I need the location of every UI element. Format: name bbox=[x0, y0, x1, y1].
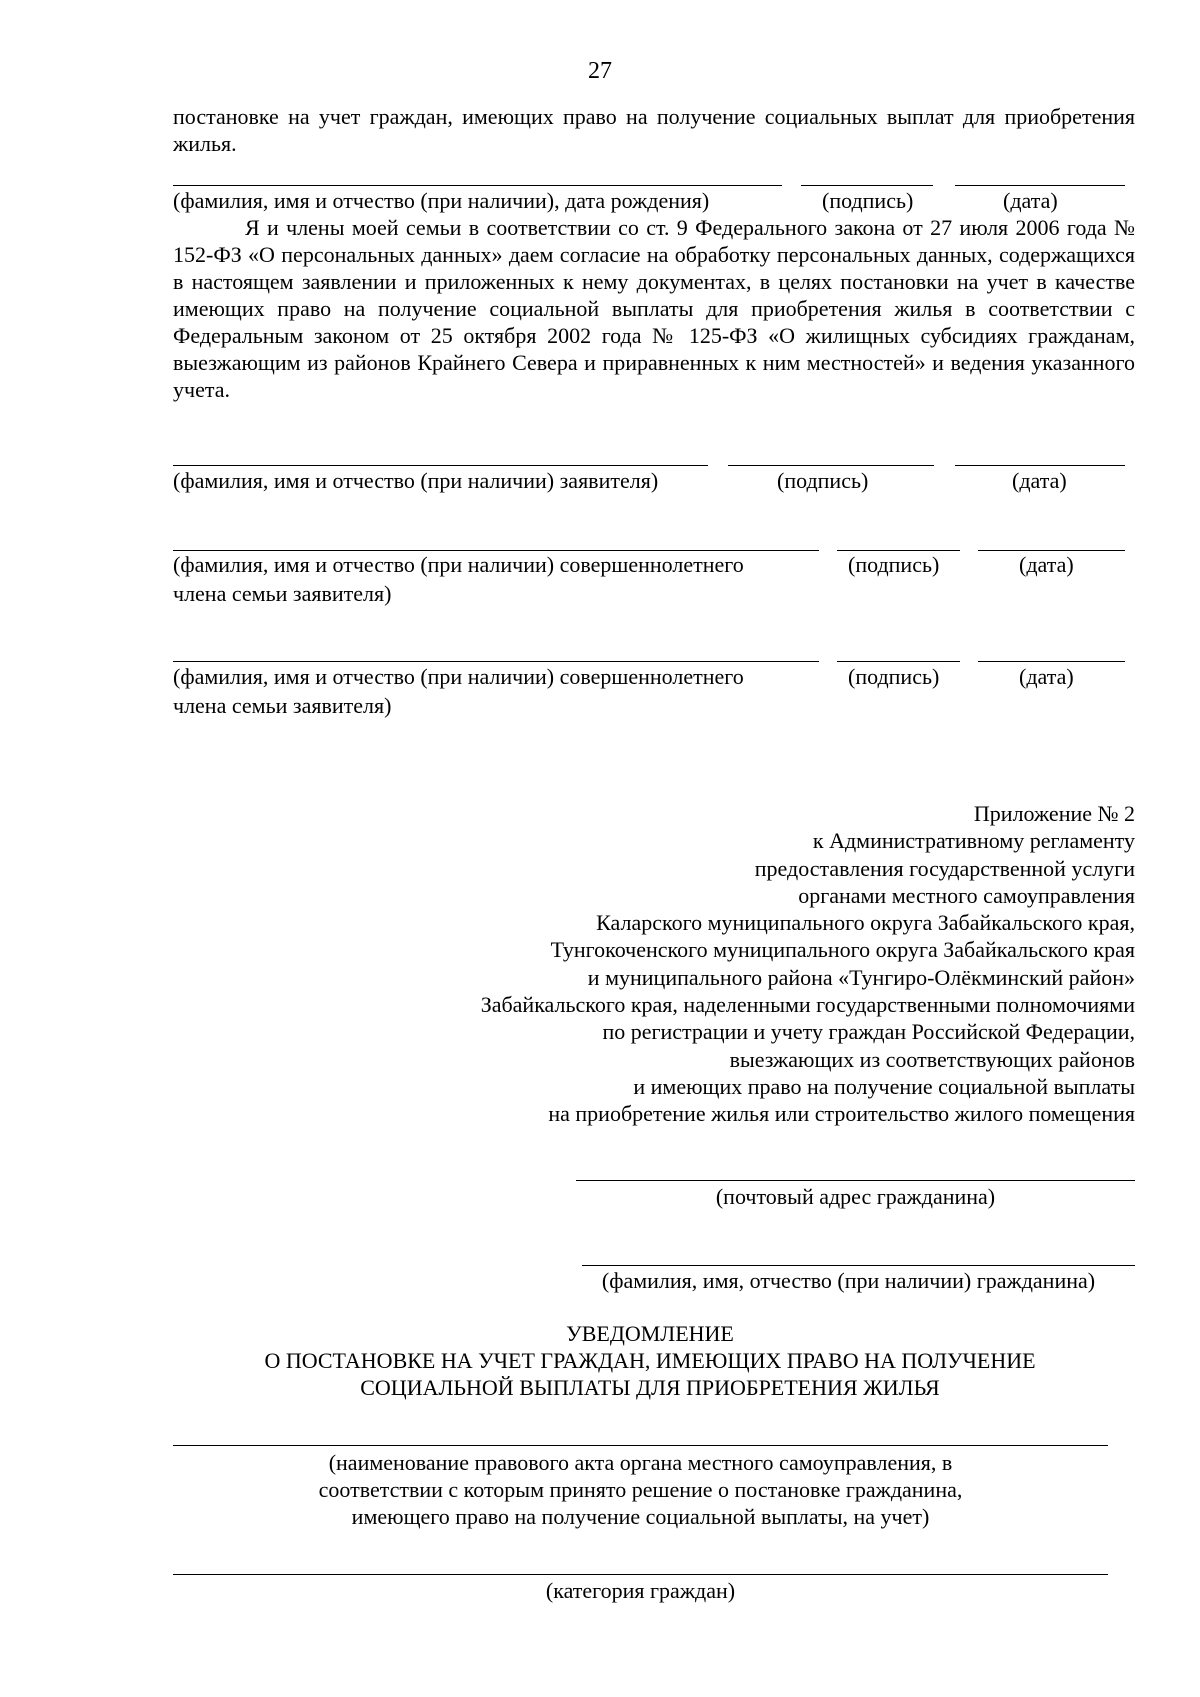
family-member-2-date-caption: (дата) bbox=[1019, 664, 1074, 689]
legal-act-caption: (наименование правового акта органа местного самоуправления, в bbox=[328, 1450, 953, 1475]
appendix-line: Каларского муниципального округа Забайкальского края, bbox=[596, 910, 1135, 936]
signature-line bbox=[801, 185, 933, 186]
notice-title: УВЕДОМЛЕНИЕ bbox=[566, 1321, 734, 1346]
appendix-header bbox=[481, 800, 1135, 1128]
applicant-signature-caption: (подпись) bbox=[777, 468, 869, 493]
appendix-line: и муниципального района «Тунгиро-Олёкминский район» bbox=[587, 964, 1135, 990]
family-member-1-name-caption-cont: члена семьи заявителя) bbox=[173, 581, 392, 606]
family-member-2-name-line bbox=[173, 661, 819, 662]
postal-address-line bbox=[576, 1180, 1135, 1181]
applicant-signature-line bbox=[728, 465, 934, 466]
applicant-name-caption: (фамилия, имя и отчество (при наличии) заявителя) bbox=[173, 468, 659, 493]
appendix-line: к Административному регламенту bbox=[812, 828, 1135, 854]
appendix-line: предоставления государственной услуги bbox=[754, 855, 1135, 881]
notice-title: О ПОСТАНОВКЕ НА УЧЕТ ГРАЖДАН, ИМЕЮЩИХ ПРАВО НА ПОЛУЧЕНИЕ bbox=[264, 1348, 1036, 1373]
family-member-2-name-caption: (фамилия, имя и отчество (при наличии) совершеннолетнего bbox=[173, 664, 744, 689]
family-member-1-signature-caption: (подпись) bbox=[848, 552, 940, 577]
appendix-line: органами местного самоуправления bbox=[798, 882, 1135, 908]
appendix-line: Тунгокоченского муниципального округа Забайкальского края bbox=[550, 937, 1135, 963]
page-number: 27 bbox=[588, 58, 612, 84]
family-member-2-name-caption-cont: члена семьи заявителя) bbox=[173, 693, 392, 718]
citizen-category-line bbox=[173, 1574, 1108, 1575]
name-birthdate-line bbox=[173, 185, 782, 186]
citizen-name-line bbox=[582, 1265, 1135, 1266]
applicant-date-caption: (дата) bbox=[1012, 468, 1067, 493]
postal-address-caption: (почтовый адрес гражданина) bbox=[715, 1184, 996, 1209]
family-member-2-date-line bbox=[978, 661, 1125, 662]
name-birthdate-caption: (фамилия, имя и отчество (при наличии), дата рождения) bbox=[173, 188, 710, 213]
citizen-category-caption: (категория граждан) bbox=[545, 1578, 736, 1603]
legal-act-caption: имеющего право на получение социальной выплаты, на учет) bbox=[351, 1504, 930, 1529]
family-member-2-signature-line bbox=[837, 661, 960, 662]
appendix-line: и имеющих право на получение социальной выплаты bbox=[633, 1073, 1135, 1099]
appendix-line: Приложение № 2 bbox=[973, 801, 1135, 826]
appendix-line: по регистрации и учету граждан Российской Федерации, bbox=[602, 1019, 1135, 1045]
applicant-date-line bbox=[955, 465, 1125, 466]
appendix-line: на приобретение жилья или строительство жилого помещения bbox=[548, 1101, 1135, 1127]
legal-act-caption: соответствии с которым принято решение о постановке гражданина, bbox=[318, 1477, 963, 1502]
consent-paragraph: Я и члены моей семьи в соответствии со ст. 9 Федерального закона от 27 июля 2006 года № 152-ФЗ «О персональных данных» даем согласие на обработку персональных данных, содержащихся в настоящем заявлении и приложенных к нему документах, в целях постановки на учет в качестве имеющих право на получение социальной выплаты для приобретения жилья в соответствии с Федеральным законом от 25 октября 2002 года № 125-ФЗ «О жилищных субсидиях гражданам, выезжающим из районов Крайнего Севера и приравненных к ним местностей» и ведения указанного учета. bbox=[173, 215, 1135, 402]
applicant-name-line bbox=[173, 465, 708, 466]
family-member-2-signature-caption: (подпись) bbox=[848, 664, 940, 689]
family-member-1-name-caption: (фамилия, имя и отчество (при наличии) совершеннолетнего bbox=[173, 552, 744, 577]
signature-caption: (подпись) bbox=[822, 188, 914, 213]
appendix-line: Забайкальского края, наделенными государственными полномочиями bbox=[480, 992, 1135, 1018]
date-caption: (дата) bbox=[1003, 188, 1058, 213]
legal-act-line bbox=[173, 1445, 1108, 1446]
notice-title: СОЦИАЛЬНОЙ ВЫПЛАТЫ ДЛЯ ПРИОБРЕТЕНИЯ ЖИЛЬЯ bbox=[360, 1375, 940, 1400]
intro-paragraph: постановке на учет граждан, имеющих право на получение социальных выплат для приобретения жилья. bbox=[173, 104, 1135, 156]
citizen-name-caption: (фамилия, имя, отчество (при наличии) гражданина) bbox=[601, 1268, 1096, 1293]
date-line bbox=[955, 185, 1125, 186]
appendix-line: выезжающих из соответствующих районов bbox=[729, 1046, 1135, 1072]
family-member-1-date-caption: (дата) bbox=[1019, 552, 1074, 577]
